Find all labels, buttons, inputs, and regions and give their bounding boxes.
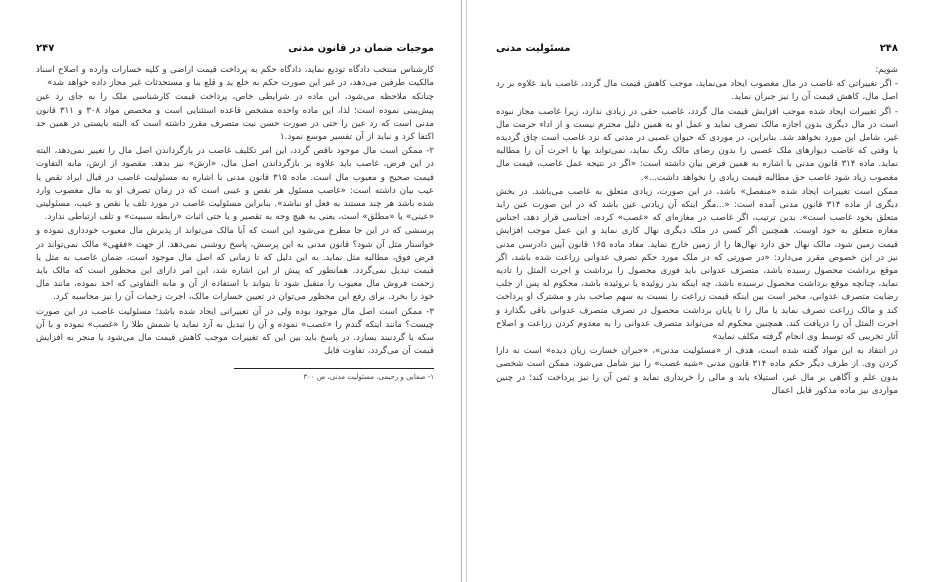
paragraph: چنانکه ملاحظه می‌شود، این ماده در شرایطی خاص، پرداخت قیمت کارشناسی ملک را به جای رد عین پیش‌بینی نموده است؛ لذا، این ماده واحده مشخص قاعده استثنایی است و مخصص مواد ۳۰۸ و ۳۱۱ قانون مدنی است که رد عین را حتی در صورت حسن نیت متصرف مقرر داشته است که البته بایستی در همین حد اکتفا کرد و نباید از آن تفسیر موسع نمود.۱ [36, 92, 434, 143]
right-page-number: ۲۴۸ [879, 43, 898, 54]
gutter-line [466, 0, 467, 582]
left-page-number: ۲۴۷ [36, 43, 55, 54]
paragraph: کارشناس منتخب دادگاه تودیع نماید، دادگاه حکم به پرداخت قیمت اراضی و کلیه خسارات وارده و اصلاح اسناد مالکیت طرفین می‌دهد، در غیر این صورت حکم به خلع ید و قلع بنا و مستحدثات غیر مجاز داده خواهد شد» [36, 65, 434, 89]
footnote: ۱- صفایی و رحیمی، مسئولیت مدنی، ص ۳۰۰ [303, 373, 434, 382]
paragraph: ۳- ممکن است اصل مال موجود بوده ولی در آن تغییراتی ایجاد شده باشد؛ مسئولیت غاصب در این صورت چیست؟ مانند اینکه گندم را «غصب» نموده و آن را تبدیل به آرد نماید یا شمش طلا را «غصب» نموده و با آن سکه یا گردنبند بسازد. در پاسخ باید بین این که تغییرات موجب کاهش قیمت مال می‌شود یا منجر به افزایش قیمت آن می‌گردد، تفاوت قایل [36, 306, 434, 357]
footnote-rule [234, 368, 434, 369]
paragraph: در انتقاد به این مواد گفته شده است، هدف از «مسئولیت مدنی»، «جبران خسارت زیان دیده» است نه دارا کردن وی. از طرف دیگر حکم ماده ۳۱۴ قانون مدنی «شبه غصب» را نیز شامل می‌شود، ممکن است شخصی بدون علم و آگاهی بر مال غیر، استیلاء یابد و مالی را خریداری نماید و ثمن آن را نیز پرداخت کند؛ در چنین مواردی نیز ماده مذکور قایل اعمال [496, 346, 898, 396]
left-page [0, 0, 460, 582]
left-page-body [36, 64, 434, 358]
paragraph: شویم: [875, 65, 898, 75]
paragraph: - اگر تغییرات ایجاد شده موجب افزایش قیمت مال گردد، غاصب حقی در زیادی ندارد، زیرا غاصب مجاز نبوده است در مال دیگری بدون اجازه مالک تصرف نماید و عمل او به همین دلیل محترم نیست و از اداء حرمت مال غیر، شامل این مورد نخواهد شد. بنابراین، در موردی که حیوان غصبی در مدتی که نزد غاصب است چاق گردیده یا وقتی که غاصب دیوارهای ملک غصبی را بدون رضای مالک رنگ نماید، نمی‌تواند بها یا اجرت آن را مطالبه نماید. ماده ۳۱۴ قانون مدنی با اشاره به همین فرض بیان داشته است: «اگر در نتیجه عمل غاصب، قیمت مال مغصوب زیاد شود غاصب حق مطالبه قیمت زیادی را نخواهد داشت...». [496, 106, 898, 183]
left-page-header [36, 22, 434, 64]
paragraph: ممکن است تغییرات ایجاد شده «منفصل» باشد، در این صورت، زیادی متعلق به غاصب می‌باشد. در بخش دیگری از ماده ۳۱۴ قانون مدنی آمده است: «...مگر اینکه آن زیادتی عین باشد که در این صورت عین زاید متعلق بخود غاصب است». بدین ترتیب، اگر غاصب در مغازه‌ای که «غصب» کرده، اجناسی قرار دهد، اجناس مغازه متعلق به خود اوست. همچنین اگر کسی در ملک دیگری نهال کاری نماید و این عمل موجب افزایش قیمت زمین شود، مالک نهال حق دارد نهال‌ها را از زمین خارج نماید. مفاد ماده ۱۶۵ قانون آیین دادرسی مدنی نیز در این خصوص مقرر می‌دارد: «در صورتی که در ملک مورد حکم تصرف عدوانی زراعت شده باشد، اگر موقع برداشت محصول رسیده باشد، متصرف عدوانی باید فوری محصول را برداشت و اجرت المثل را تادیه نماید، چنانچه موقع برداشت محصول نرسیده باشد، چه اینکه بذر روئیده یا نروئیده باشد، محکوم له پس از جلب رضایت متصرف عدوانی، مخیر است بین اینکه قیمت زراعت را نسبت به سهم صاحب بذر و مشترک او پرداخت کند و مالک زراعت تصرف نماید یا مال را تا پایان برداشت محصول در تصرف متصرف عدوانی باقی بگذارد و اجرت المثل آن را دریافت کند. همچنین محکوم له می‌تواند متصرف عدوانی را به معدوم کردن زراعت و اصلاح آثار تخریبی که توسط وی انجام گرفته مکلف نماید» [496, 186, 898, 343]
right-page [470, 0, 934, 582]
paragraph: - اگر تغییراتی که غاصب در مال مغصوب ایجاد می‌نماید، موجب کاهش قیمت مال گردد، غاصب باید علاوه بر رد اصل مال، کاهش قیمت آن را نیز جبران نماید. [496, 79, 898, 103]
right-page-header [496, 22, 898, 64]
page-gutter [460, 0, 470, 582]
paragraph: پرسشی که در این جا مطرح می‌شود این است که آیا مالک می‌تواند از پذیرش مال معیوب خودداری نموده و خواستار مثل آن شود؟ قانون مدنی به این پرسش، پاسخ روشنی نمی‌دهد. از جهت «فقهی» مالک نمی‌تواند در فرض فوق، مطالبه مثل نماید. به این دلیل که تا زمانی که اصل مال موجود است، ضمان غاصب به مثل یا قیمت تبدیل نمی‌گردد. همانطور که پیش از این اشاره شد، این امر دارای این محظور است که مالک باید زحمت فروش مال معیوب را متقبل شود تا بتواند با استفاده از آن و مابه التفاوتی که اخذ نموده، مانند مال خود را بخرد. برای رفع این محظور می‌توان در تعیین خسارات مالک، اجرت زحمات آن را نیز محاسبه کرد. [36, 226, 434, 303]
right-running-title: مسئولیت مدنی [496, 43, 571, 54]
left-running-title: موجبات ضمان در قانون مدنی [288, 43, 434, 54]
right-page-body [496, 64, 898, 398]
gutter-line [461, 0, 462, 582]
paragraph: ۲- ممکن است مال موجود ناقص گردد، این امر تکلیف غاصب در بازگرداندن اصل مال را تغییر نمی‌دهد، البته در این فرض، غاصب باید علاوه بر بازگرداندن اصل مال، «ارش» نیز بدهد. مقصود از ارش، مابه التفاوت قیمت صحیح و معیوب مال است. ماده ۳۱۵ قانون مدنی با اشاره به مسئولیت غاصب در قبال ایراد نقص یا عیب بیان داشته است: «غاصب مسئول هر نقص و عیبی است که در زمان تصرف او به مال مغصوب وارد شده باشد هر چند مستند به فعل او نباشد». بنابراین مسئولیت غاصب در مورد تلف یا نقص و عیب، مسئولیتی «عینی» یا «مطلق» است، یعنی به هیچ وجه به تقصیر و یا حتی اثبات «رابطه سببیت» و تلف ارتباطی ندارد. [36, 146, 435, 223]
